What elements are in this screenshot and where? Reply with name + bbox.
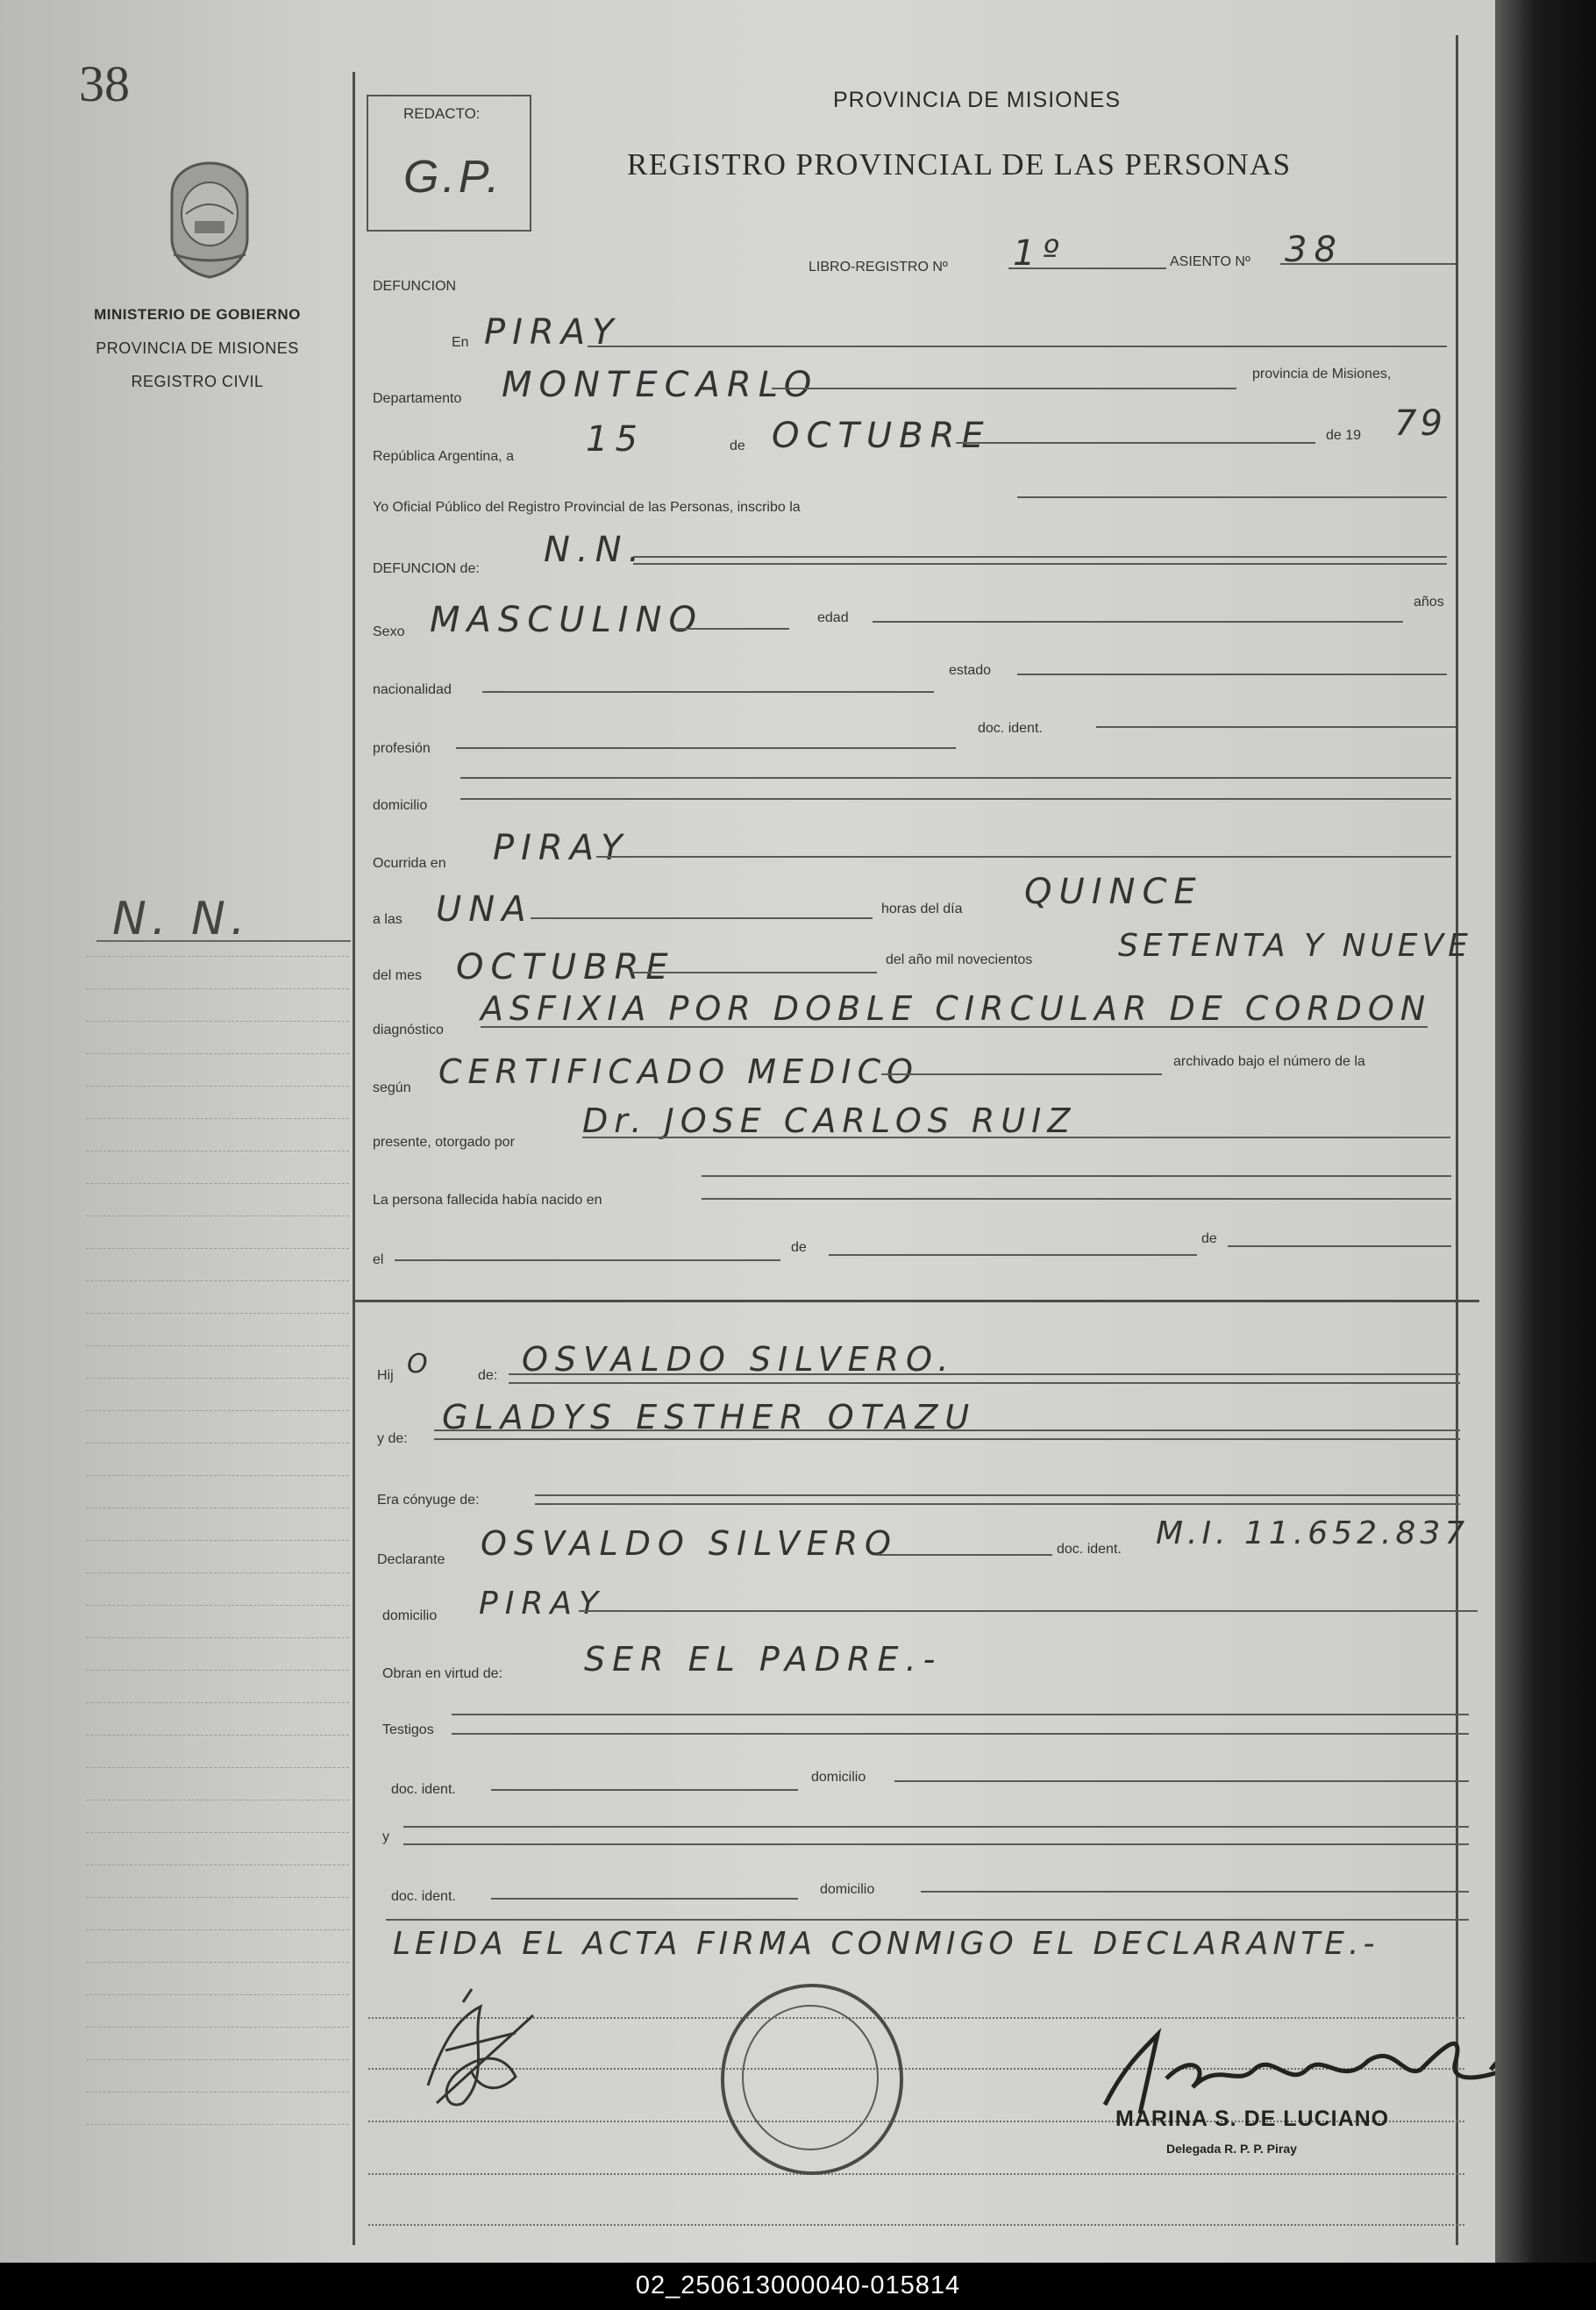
hijo-label-a: Hij (377, 1368, 394, 1383)
conyuge-label: Era cónyuge de: (377, 1493, 480, 1508)
testigos-label: Testigos (382, 1722, 434, 1737)
official-stamp (721, 1984, 903, 2175)
officer-title: Delegada R. P. P. Piray (1166, 2142, 1297, 2156)
declarante-value: OSVALDO SILVERO (481, 1524, 898, 1563)
book-edge (1495, 0, 1596, 2263)
republica-de-label: de (730, 438, 745, 453)
act-type-label: DEFUNCION (373, 279, 457, 294)
ministry-line-3: REGISTRO CIVIL (131, 373, 264, 390)
declarante-label: Declarante (377, 1552, 445, 1567)
hijo-label-b: O (407, 1349, 435, 1380)
edad-label: edad (817, 610, 849, 625)
margin-note: N. N. (112, 893, 251, 945)
ministry-line-1: MINISTERIO DE GOBIERNO (94, 306, 301, 323)
anos-label: años (1414, 595, 1444, 610)
del-mes-label: del mes (373, 968, 423, 983)
republica-year-label: de 19 (1326, 428, 1362, 443)
hijo-value: OSVALDO SILVERO. (522, 1340, 956, 1379)
departamento-value: MONTECARLO (502, 365, 819, 405)
segun-value: CERTIFICADO MEDICO (438, 1052, 919, 1091)
asiento-label: ASIENTO Nº (1170, 254, 1250, 269)
el-de1: de (791, 1240, 807, 1255)
domicilio2-label: domicilio (382, 1608, 438, 1623)
sexo-label: Sexo (373, 624, 405, 639)
y-label: y (382, 1829, 389, 1844)
del-mes-value: OCTUBRE (456, 947, 675, 987)
footer-id: 02_250613000040-015814 (635, 2271, 961, 2299)
coat-of-arms-icon (156, 158, 263, 281)
officer-name: MARINA S. DE LUCIANO (1115, 2107, 1390, 2131)
y-de-label: y de: (377, 1431, 408, 1446)
hijo-de-label: de: (478, 1368, 498, 1383)
redacto-value: G.P. (403, 152, 503, 203)
redacto-box (367, 95, 531, 232)
declarante-doc: M.I. 11.652.837 (1156, 1515, 1470, 1551)
asiento-value: 38 (1285, 230, 1343, 270)
anio-value: SETENTA Y NUEVE (1118, 928, 1472, 964)
republica-month: OCTUBRE (772, 416, 991, 456)
province-header: PROVINCIA DE MISIONES (833, 88, 1122, 112)
provincia-suffix: provincia de Misiones, (1252, 367, 1392, 381)
declarante-doc-label: doc. ident. (1057, 1542, 1122, 1557)
diagnostico-label: diagnóstico (373, 1023, 444, 1037)
doc2-dom-label: domicilio (820, 1882, 875, 1897)
nacionalidad-label: nacionalidad (373, 682, 452, 697)
segun-suffix: archivado bajo el número de la (1173, 1054, 1365, 1069)
margin-ruled-lines (86, 956, 349, 2157)
dia-value: QUINCE (1024, 872, 1203, 912)
estado-label: estado (949, 663, 992, 678)
ministry-block (53, 298, 342, 398)
obran-label: Obran en virtud de: (382, 1666, 502, 1681)
republica-label: República Argentina, a (373, 449, 514, 464)
closing-text: LEIDA EL ACTA FIRMA CONMIGO EL DECLARANTE.- (393, 1926, 1379, 1962)
form-border-right (1456, 35, 1458, 2245)
redacto-label: REDACTO: (403, 105, 481, 122)
en-value: PIRAY (484, 312, 621, 353)
a-las-value: UNA (436, 889, 533, 930)
doc1-dom-label: domicilio (811, 1770, 866, 1785)
oficial-label: Yo Oficial Público del Registro Provincial de las Personas, inscribo la (373, 500, 801, 515)
domicilio-label: domicilio (373, 798, 428, 813)
section-divider (353, 1300, 1479, 1302)
el-label: el (373, 1252, 384, 1267)
departamento-label: Departamento (373, 391, 462, 406)
a-las-label: a las (373, 912, 403, 927)
republica-year: 79 (1394, 403, 1446, 444)
folio-number: 38 (79, 55, 130, 112)
margin-note-rule (96, 940, 351, 942)
presente-label: presente, otorgado por (373, 1135, 515, 1150)
defuncion-de-label: DEFUNCION de: (373, 561, 480, 576)
ministry-line-2: PROVINCIA DE MISIONES (96, 339, 299, 357)
registry-header: REGISTRO PROVINCIAL DE LAS PERSONAS (627, 147, 1292, 182)
nacido-label: La persona fallecida había nacido en (373, 1193, 602, 1208)
obran-value: SER EL PADRE.- (584, 1640, 943, 1679)
segun-label: según (373, 1080, 411, 1095)
libro-label: LIBRO-REGISTRO Nº (809, 260, 948, 274)
declarant-signature (410, 1980, 542, 2121)
y-de-value: GLADYS ESTHER OTAZU (442, 1398, 977, 1437)
republica-day: 15 (586, 419, 645, 460)
en-label: En (452, 335, 469, 350)
profesion-doc-label: doc. ident. (978, 721, 1043, 736)
ocurrida-label: Ocurrida en (373, 856, 446, 871)
anio-label: del año mil novecientos (886, 952, 1033, 967)
ocurrida-value: PIRAY (493, 828, 630, 868)
presente-value: Dr. JOSE CARLOS RUIZ (582, 1102, 1077, 1140)
defuncion-de-value: N.N. (544, 530, 647, 570)
el-de2: de (1201, 1231, 1217, 1246)
doc2-label: doc. ident. (391, 1889, 456, 1904)
doc1-label: doc. ident. (391, 1782, 456, 1797)
profesion-label: profesión (373, 741, 431, 756)
domicilio2-value: PIRAY (479, 1586, 605, 1622)
form-border-left (353, 72, 355, 2245)
libro-value: 1º (1013, 233, 1066, 274)
sexo-value: MASCULINO (430, 600, 703, 640)
horas-label: horas del día (881, 902, 963, 916)
diagnostico-value: ASFIXIA POR DOBLE CIRCULAR DE CORDON (481, 989, 1432, 1028)
